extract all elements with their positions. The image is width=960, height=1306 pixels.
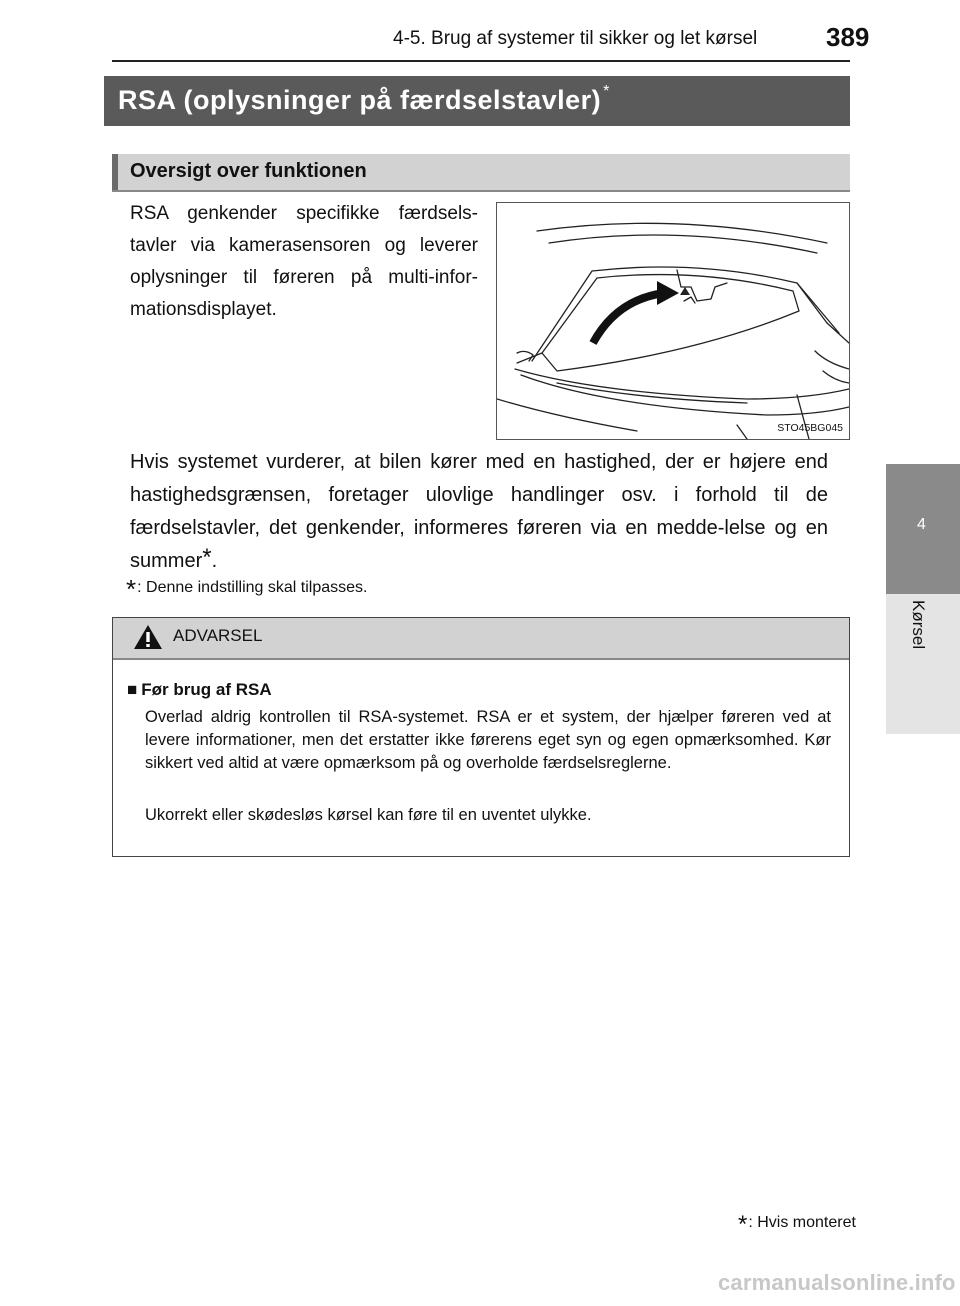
square-bullet-icon: ■ <box>127 680 138 699</box>
body-paragraph <box>130 446 828 578</box>
warning-triangle-icon <box>133 624 163 650</box>
subsection-heading-bar <box>112 154 850 192</box>
section-title <box>118 85 610 116</box>
section-title-mark: * <box>603 83 610 100</box>
page-number: 389 <box>826 22 870 52</box>
warning-item-title <box>127 680 272 700</box>
body-paragraph-end: . <box>211 550 218 572</box>
warning-box <box>112 617 850 857</box>
body-paragraph-star: * <box>202 544 212 571</box>
chapter-tab-number-text: 4 <box>917 516 926 533</box>
footnote-text: : Denne indstilling skal tilpasses. <box>137 579 368 596</box>
footnote <box>126 568 368 604</box>
body-paragraph-text: Hvis systemet vurderer, at bilen kører med en hastighed, der er højere end hastighedsgrænsen, foretager ulovlige handlinger osv. i forhold til de færdselstavler, det genkender, informeres føreren via en medde-lelse og en summer <box>130 451 828 572</box>
subsection-accent <box>112 154 118 190</box>
fitted-note-star: * <box>738 1211 748 1238</box>
fitted-note-text: : Hvis monteret <box>748 1214 856 1231</box>
fitted-note <box>738 1206 856 1238</box>
warning-paragraph: Overlad aldrig kontrollen til RSA-systemet. RSA er et system, der hjælper føreren ved at levere informationer, men det erstatter ikke førerens eget syn og egen opmærksomhed. Kør sikkert ved altid at være opmærksom på og overholde færdselsreglerne. <box>145 708 831 772</box>
watermark: carmanualsonline.info <box>718 1270 956 1295</box>
section-title-text: RSA (oplysninger på færdselstavler) <box>118 85 602 115</box>
warning-header <box>113 618 849 660</box>
chapter-tab-label <box>886 594 960 734</box>
header-rule <box>112 60 850 62</box>
intro-paragraph: RSA genkender specifikke færdsels-tavler via kamerasensoren og leverer oplysninger til føreren på multi-infor-mationsdisplayet. <box>130 203 478 320</box>
chapter-tab-number <box>886 464 960 594</box>
figure-code: STO45BG045 <box>777 422 843 434</box>
chapter-title: 4-5. Brug af systemer til sikker og let kørsel <box>393 28 758 49</box>
chapter-tab-label-text: Kørsel <box>909 600 928 650</box>
section-title-bar <box>104 76 850 126</box>
warning-item-title-text: Før brug af RSA <box>141 680 272 699</box>
subsection-title: Oversigt over funktionen <box>130 160 367 182</box>
windshield-camera-figure <box>496 202 850 440</box>
windshield-illustration <box>497 203 849 439</box>
warning-label: ADVARSEL <box>173 626 263 645</box>
warning-paragraph: Ukorrekt eller skødesløs kørsel kan føre til en uventet ulykke. <box>145 806 592 824</box>
footnote-star: * <box>126 574 137 604</box>
